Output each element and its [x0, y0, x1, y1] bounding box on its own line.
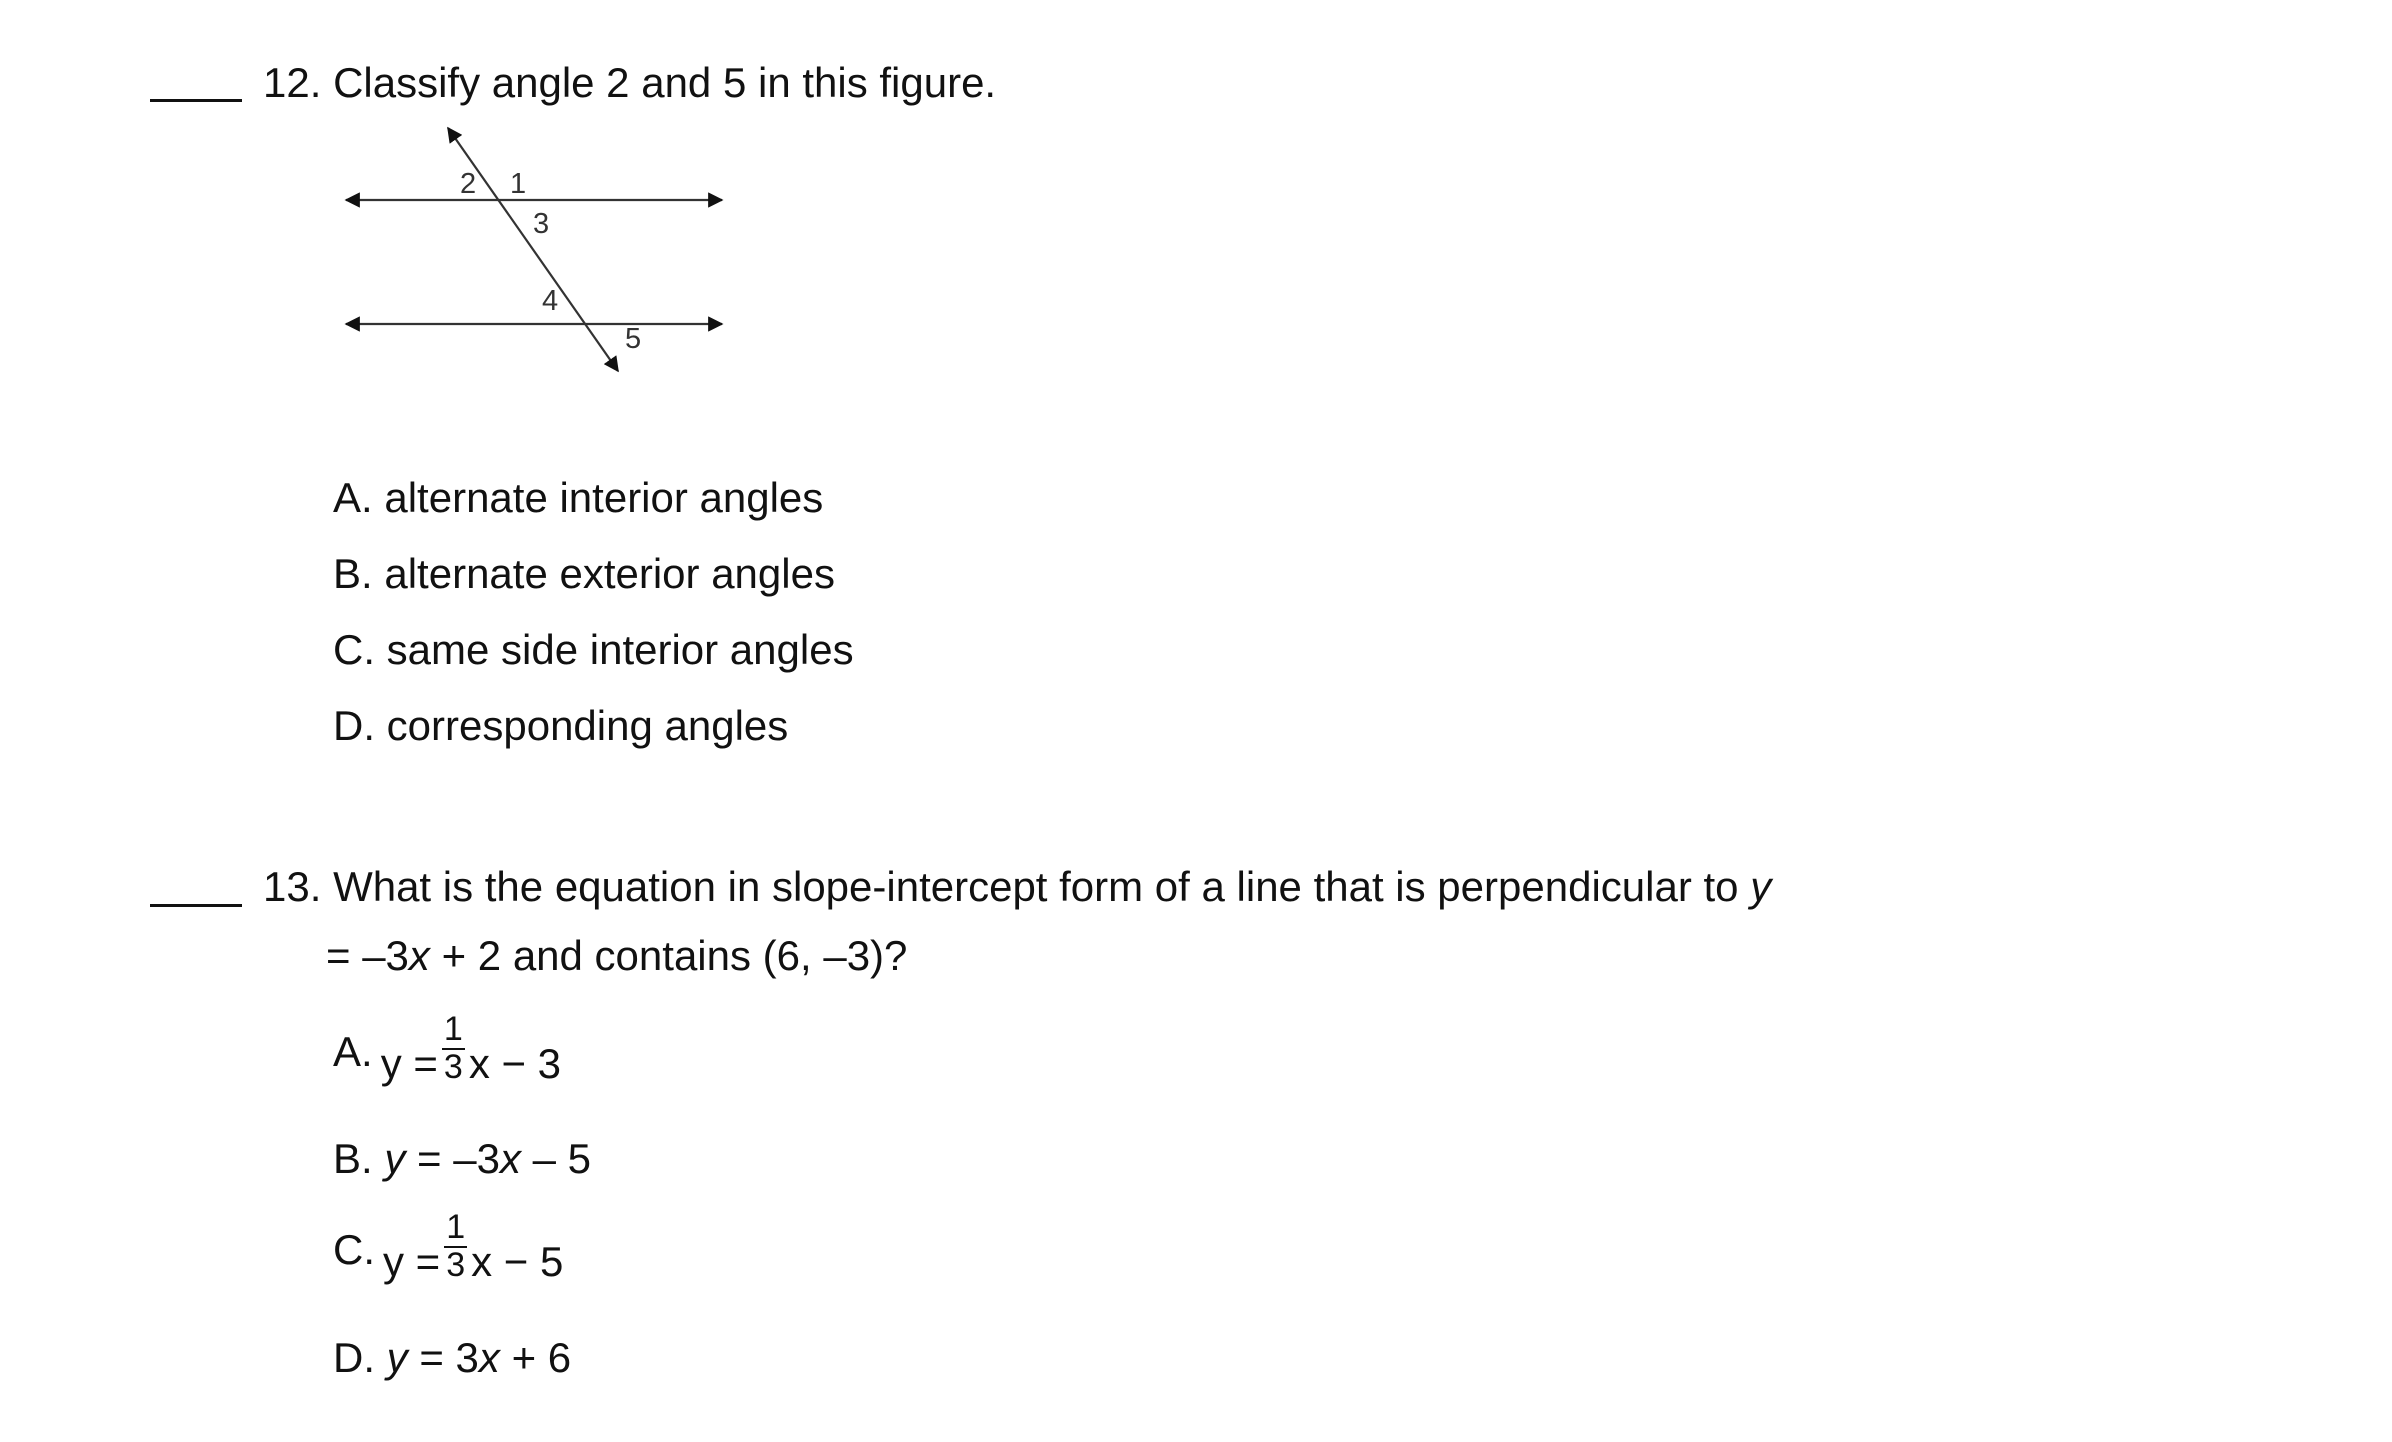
- question-12-number: 12.: [263, 59, 322, 106]
- question-13-number: 13.: [263, 863, 322, 910]
- choice-eq-pre: y =: [383, 1237, 441, 1285]
- choice-eq-post: – 5: [520, 1135, 592, 1182]
- choice-13-c[interactable]: [333, 1208, 564, 1301]
- choice-13-a[interactable]: [333, 1010, 562, 1103]
- answer-blank-13[interactable]: [150, 904, 242, 907]
- choice-eq-post: + 6: [499, 1334, 572, 1381]
- angle-label-4: 4: [542, 285, 559, 317]
- choice-13-d[interactable]: [333, 1334, 572, 1381]
- question-13-var-y: y: [1750, 863, 1772, 910]
- question-13-var-x: x: [408, 932, 430, 979]
- transversal-line: [448, 128, 618, 371]
- question-13-text: What is the equation in slope-intercept form of a line that is perpendicular to: [333, 863, 1739, 910]
- choice-eq-mid: = 3: [407, 1334, 479, 1381]
- transversal-figure: [340, 120, 740, 390]
- choice-letter: B.: [333, 1135, 373, 1182]
- angle-label-5: 5: [625, 323, 642, 355]
- choice-var-x: x: [478, 1334, 500, 1381]
- angle-label-3: 3: [533, 208, 550, 240]
- choice-letter: D.: [333, 702, 375, 749]
- choice-eq-post: x − 3: [468, 1039, 562, 1087]
- choice-eq-mid: = –3: [405, 1135, 500, 1182]
- question-12-text: Classify angle 2 and 5 in this figure.: [333, 59, 997, 106]
- choice-var-y: y: [386, 1334, 408, 1381]
- choice-eq-post: x − 5: [471, 1237, 564, 1285]
- question-13-rest: + 2 and contains (6, –3)?: [429, 932, 908, 979]
- choice-text: alternate interior angles: [384, 474, 824, 521]
- choice-letter: A.: [333, 1027, 373, 1075]
- angle-label-1: 1: [510, 168, 527, 200]
- fraction-one-third: [444, 1210, 467, 1283]
- choice-letter: C.: [333, 1225, 375, 1273]
- choice-var-x: x: [499, 1135, 521, 1182]
- choice-text: corresponding angles: [386, 702, 789, 749]
- choice-eq-pre: y =: [380, 1039, 438, 1087]
- angle-label-2: 2: [460, 168, 477, 200]
- question-13-prompt-line2: [326, 932, 908, 979]
- fraction-one-third: [442, 1012, 465, 1085]
- question-12-prompt: [263, 59, 997, 106]
- choice-letter: A.: [333, 474, 373, 521]
- choice-12-a[interactable]: [333, 474, 824, 521]
- question-13-eq: = –3: [326, 932, 409, 979]
- choice-12-c[interactable]: [333, 626, 854, 673]
- fraction-denominator: 3: [443, 1047, 463, 1086]
- choice-var-y: y: [384, 1135, 406, 1182]
- fraction-numerator: 1: [446, 1208, 466, 1246]
- choice-text: alternate exterior angles: [384, 550, 835, 597]
- choice-12-b[interactable]: [333, 550, 835, 597]
- choice-text: same side interior angles: [386, 626, 854, 673]
- question-13-prompt-line1: [263, 863, 1772, 910]
- choice-12-d[interactable]: [333, 702, 789, 749]
- choice-letter: D.: [333, 1334, 375, 1381]
- choice-letter: C.: [333, 626, 375, 673]
- answer-blank-12[interactable]: [150, 99, 242, 102]
- fraction-numerator: 1: [443, 1010, 463, 1048]
- choice-letter: B.: [333, 550, 373, 597]
- choice-13-b[interactable]: [333, 1135, 592, 1182]
- fraction-denominator: 3: [446, 1245, 466, 1284]
